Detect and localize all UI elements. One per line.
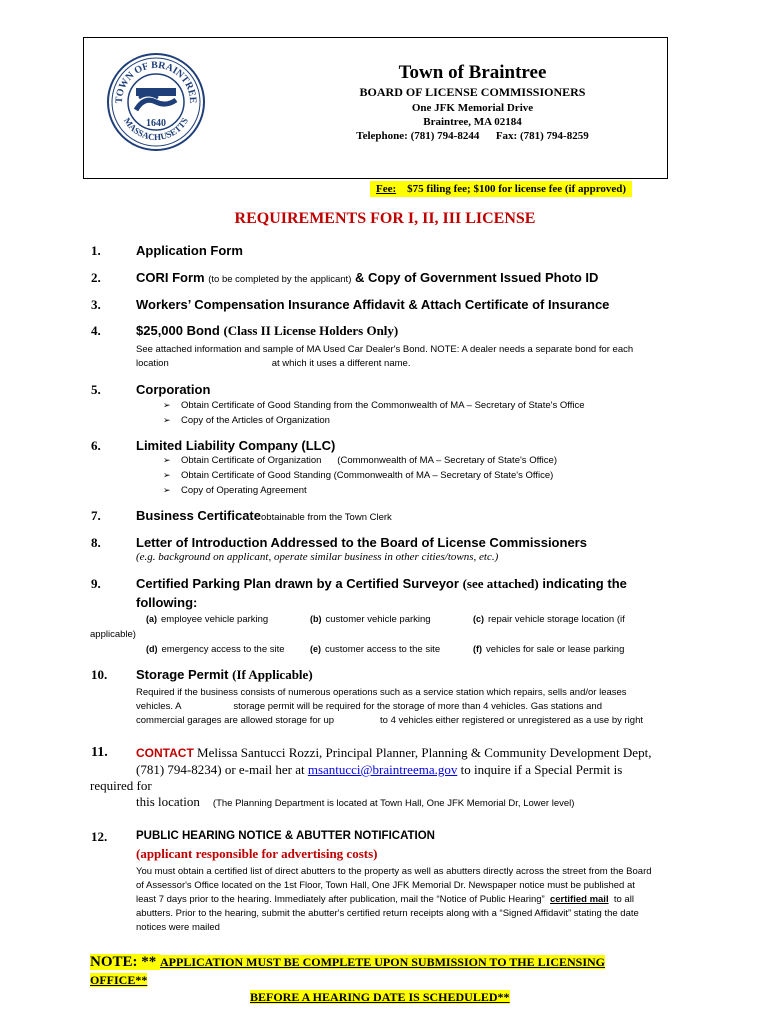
contact-line-1 [136,745,651,761]
item-number: 5. [91,382,101,397]
item-heading-storage [136,667,313,683]
item-detail: You must obtain a certified list of direct abutters to the property as well as abutters directly across the street from the Board [136,866,652,877]
item-detail-part: to all [613,894,634,905]
item-detail-part: to 4 vehicles either registered or unregistered as a use by right [380,715,643,726]
note-stars: ** [141,954,157,970]
item-note: (e.g. background on applicant, operate similar business in other cities/towns, etc.) [136,551,499,563]
item-note: (to be completed by the applicant) [208,274,352,285]
final-note-line-3 [250,990,510,1005]
item-detail: notices were mailed [136,922,220,933]
contact-line-2 [136,762,622,778]
note-label: NOTE: [90,954,138,970]
contact-text: Melissa Santucci Rozzi, Principal Planner, Planning & Community Development Dept, [197,745,652,760]
item-detail-part: vehicles. A [136,701,182,712]
note-text: APPLICATION MUST BE COMPLETE UPON SUBMISSION TO THE LICENSING [160,955,605,969]
contact-line-4 [136,794,574,810]
bullet-item: ➢ Obtain Certificate of Good Standing (Commonwealth of MA – Secretary of State's Office) [163,470,553,481]
contact-note: (The Planning Department is located at Town Hall, One JFK Memorial Dr, Lower level) [212,798,575,809]
item-detail-part: location [136,358,169,369]
item-number: 11. [91,745,108,760]
contact-text: this location [136,794,200,809]
final-note-line-2 [90,973,147,988]
address-line-2: Braintree, MA 02184 [423,116,522,128]
fee-banner [370,181,632,197]
item-tail: indicating the [542,576,627,591]
town-name: Town of Braintree [398,62,547,83]
fax: Fax: (781) 794-8259 [495,130,589,142]
item-number: 1. [91,243,101,258]
certified-mail-emphasis: certified mail [549,894,609,905]
parking-option-b: (b) customer vehicle parking [310,614,431,625]
item-detail-part: storage permit will be required for the storage of more than 4 vehicles. Gas stations and [233,701,603,712]
item-heading: Limited Liability Company (LLC) [136,438,336,453]
item-heading: Storage Permit [136,667,229,682]
item-heading: Corporation [136,382,211,397]
final-note-line-1 [90,954,605,971]
telephone: Telephone: (781) 794-8244 [356,130,480,142]
item-number: 6. [91,438,101,453]
item-detail [136,893,634,907]
item-heading-cori [136,270,598,285]
item-detail-part: commercial garages are allowed storage for up [136,715,335,726]
contact-label: CONTACT [136,746,194,760]
item-number: 3. [91,297,101,312]
item-heading-bond [136,323,398,339]
parking-option-f: (f) vehicles for sale or lease parking [473,644,625,655]
parking-option-c-cont: applicable) [90,629,136,640]
board-name: BOARD OF LICENSE COMMISSIONERS [359,85,586,99]
address-line-1: One JFK Memorial Drive [411,102,534,114]
parking-option-e: (e) customer access to the site [310,644,441,655]
contact-text: (781) 794-8234) or e-mail her at [136,762,305,777]
item-heading-cont: following: [136,595,198,610]
parking-option-c: (c) repair vehicle storage location (if [473,614,625,625]
item-detail [136,700,602,714]
requirements-title: REQUIREMENTS FOR I, II, III LICENSE [234,210,536,227]
parking-option-d: (d) emergency access to the site [146,644,285,655]
item-detail-part: least 7 days prior to the hearing. Immediately after publication, mail the “Notice of Public Hearing” [136,894,545,905]
item-number: 9. [91,576,101,591]
item-heading: PUBLIC HEARING NOTICE & ABUTTER NOTIFICATION [136,830,435,842]
seal-year: 1640 [146,118,166,129]
item-detail: See attached information and sample of MA Used Car Dealer's Bond. NOTE: A dealer needs a separate bond for each [136,344,634,355]
item-heading: Business Certificate [136,508,261,523]
item-detail-part: at which it uses a different name. [271,358,411,369]
item-number: 12. [91,829,108,844]
item-detail: of Assessor's Office located on the 1st Floor, Town Hall, One JFK Memorial Dr. Newspaper notice must be published at [136,880,635,891]
town-seal-logo [106,52,206,152]
bullet-item: ➢ Obtain Certificate of Good Standing from the Commonwealth of MA – Secretary of State's Office [163,400,584,411]
item-heading: $25,000 Bond [136,323,220,338]
item-qualifier: (Class II License Holders Only) [223,323,399,338]
item-heading: Certified Parking Plan drawn by a Certified Surveyor [136,576,459,591]
contact-text: to inquire if a Special Permit is [460,762,623,777]
item-qualifier: (see attached) [462,576,539,591]
item-number: 2. [91,270,101,285]
item-heading: Workers’ Compensation Insurance Affidavit & Attach Certificate of Insurance [136,297,610,312]
item-note: obtainable from the Town Clerk [261,512,392,523]
fee-text: $75 filing fee; $100 for license fee (if approved) [407,183,627,195]
contact-line-3: required for [90,778,152,793]
item-subheading: (applicant responsible for advertising costs) [136,846,378,861]
item-qualifier: (If Applicable) [232,667,313,682]
bullet-item: ➢ Copy of the Articles of Organization [163,415,330,426]
item-number: 8. [91,535,101,550]
item-detail: abutters. Prior to the hearing, submit the abutter's certified return receipts along with a “Signed Affidavit” stating the date [136,908,639,919]
note-text: OFFICE** [90,973,148,987]
item-tail: & Copy of Government Issued Photo ID [355,270,599,285]
parking-option-a: (a) employee vehicle parking [146,614,269,625]
item-heading-parking [136,576,627,592]
item-detail: Required if the business consists of numerous operations such as a service station which repairs, sells and/or leases [136,687,627,698]
item-detail [136,714,643,728]
phone-fax-line [300,130,645,142]
item-number: 7. [91,508,101,523]
seal-ring-bottom: MASSACHUSETTS [121,115,191,143]
seal-ring-top: TOWN OF BRAINTREE [113,59,199,104]
email-link[interactable]: msantucci@braintreema.gov [307,762,458,777]
item-heading: Application Form [136,243,243,258]
item-heading: Letter of Introduction Addressed to the Board of License Commissioners [136,535,587,550]
bullet-item: ➢ Copy of Operating Agreement [163,485,307,496]
item-heading: CORI Form [136,270,205,285]
bullet-item: ➢ Obtain Certificate of Organization (Commonwealth of MA – Secretary of State's Office) [163,455,557,466]
item-number: 10. [91,667,108,682]
fee-label: Fee: [376,183,397,195]
item-detail [136,357,410,371]
item-heading-business [136,508,392,523]
item-number: 4. [91,323,101,338]
note-text: BEFORE A HEARING DATE IS SCHEDULED** [250,990,510,1004]
